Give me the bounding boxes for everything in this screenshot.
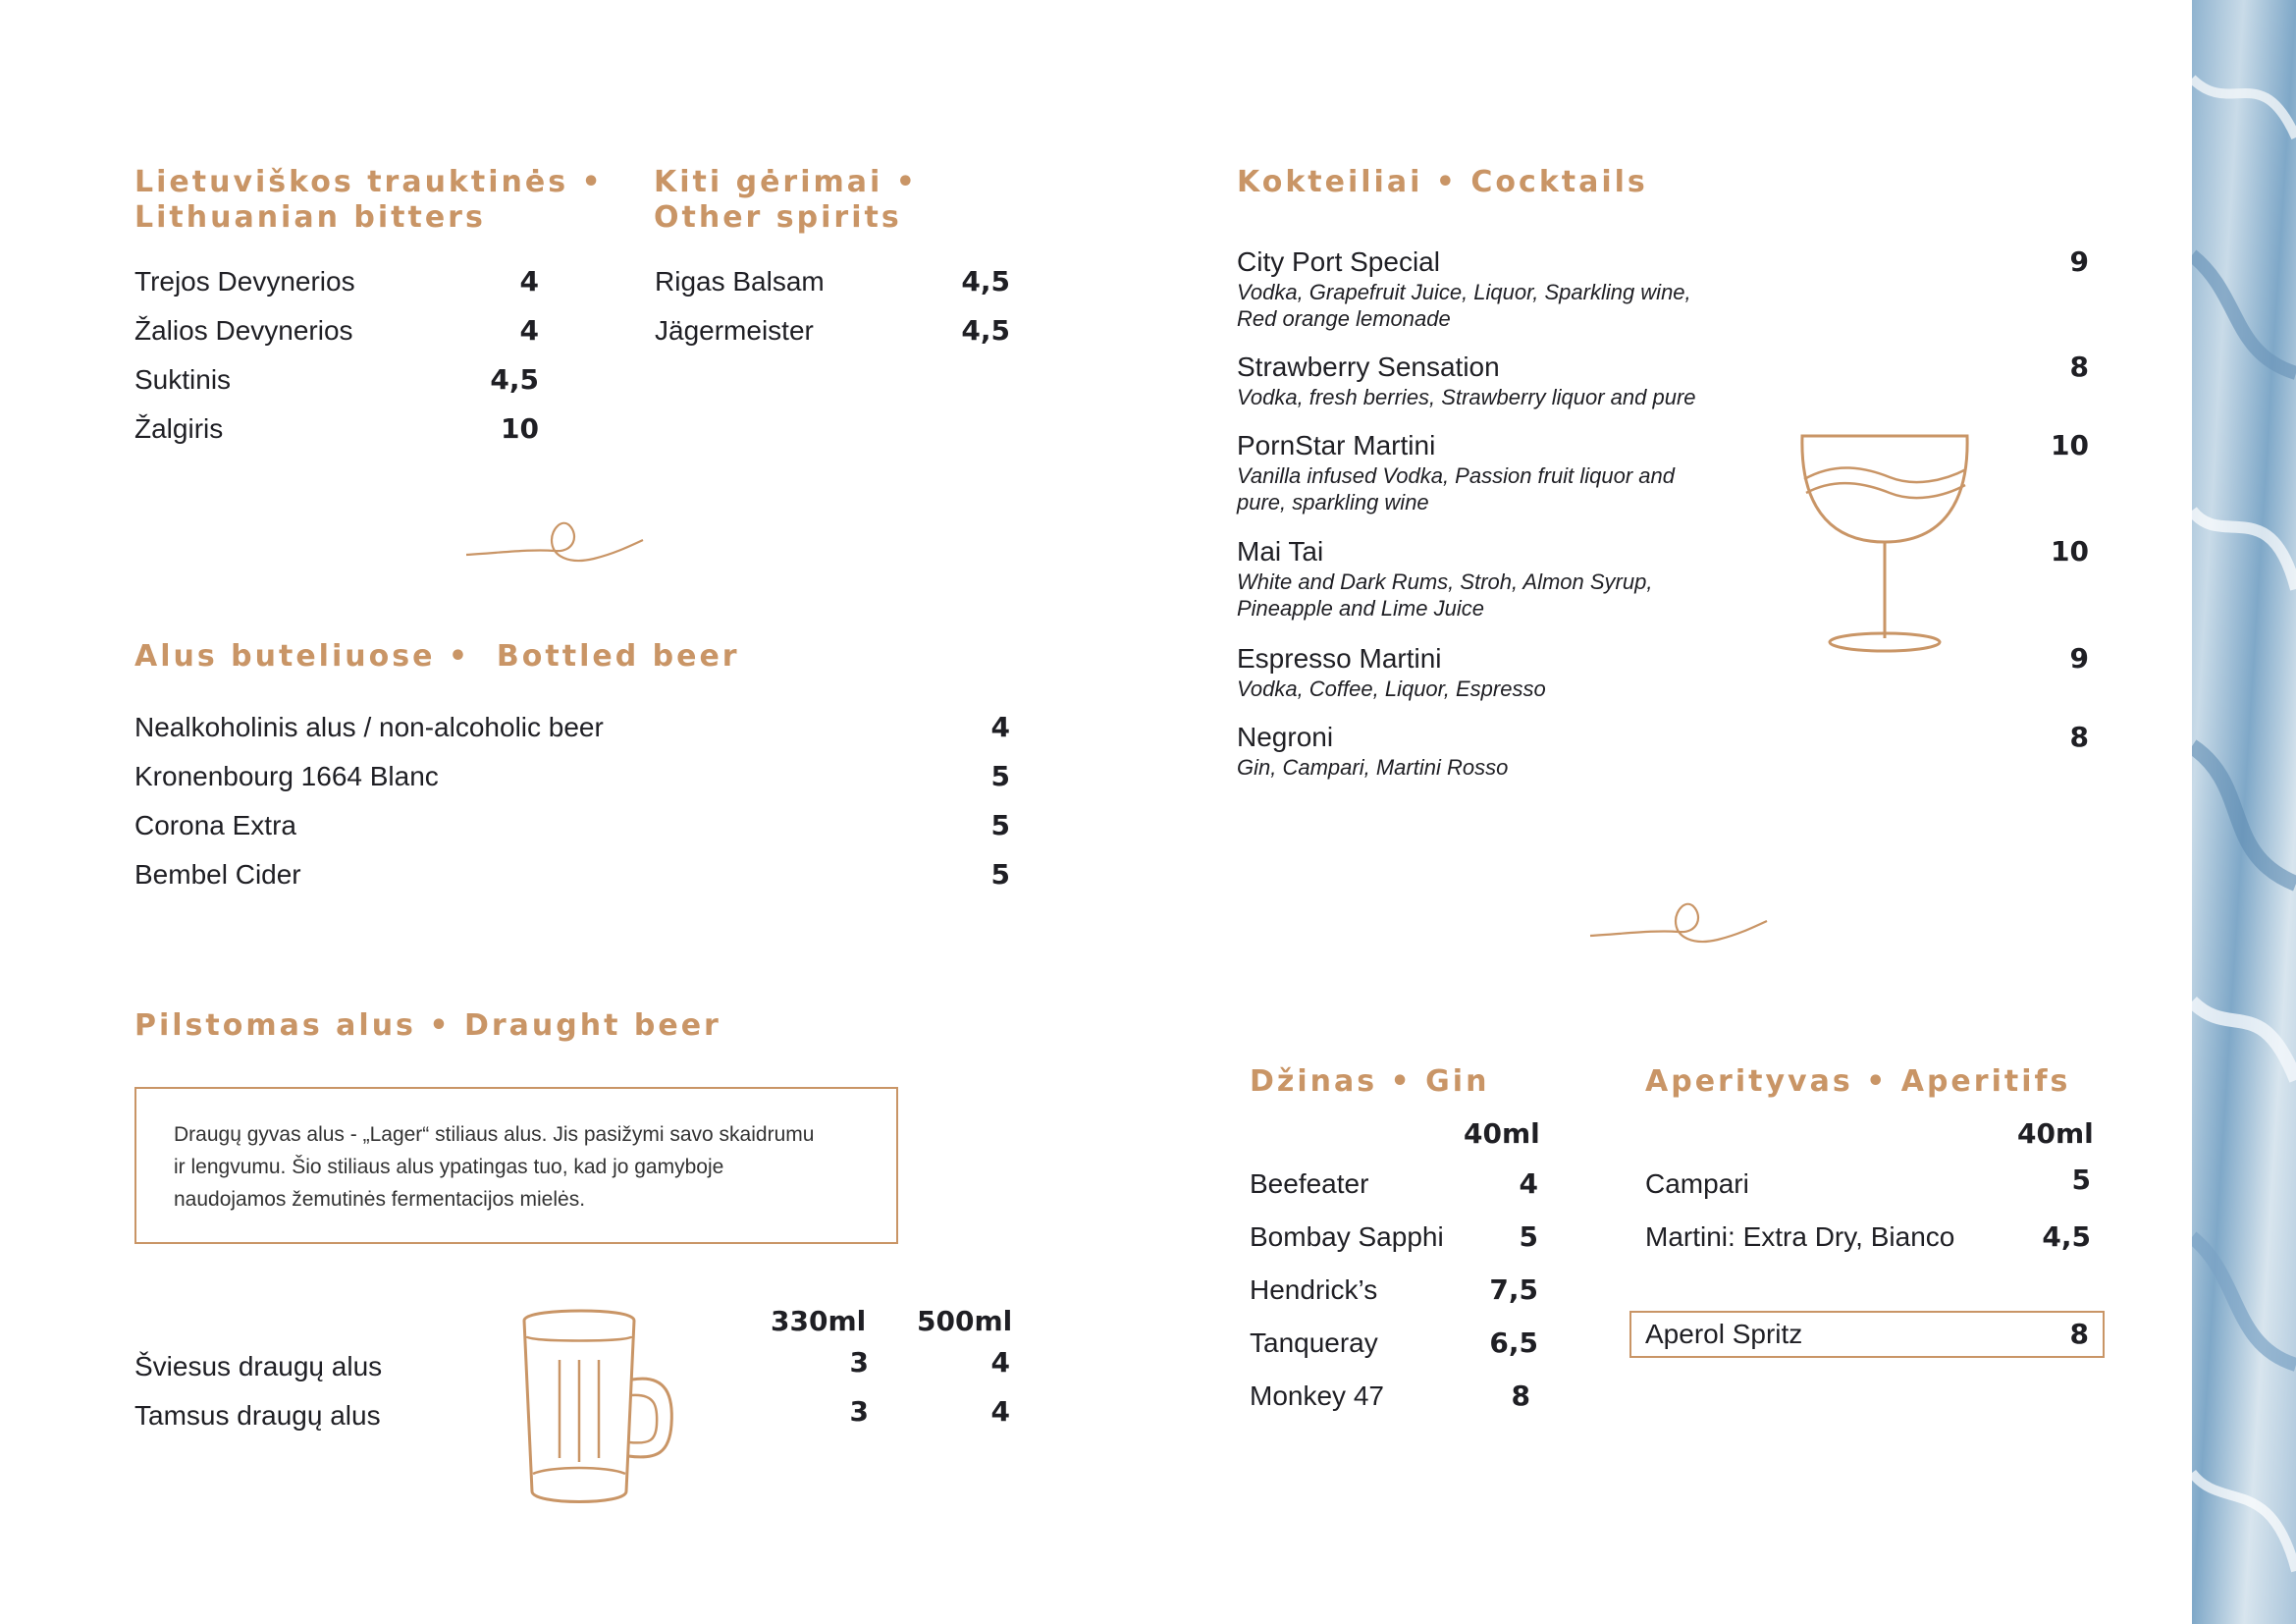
aperitifs-heading: Aperityvas • Aperitifs bbox=[1645, 1064, 2071, 1099]
list-item bbox=[134, 360, 539, 400]
item-price: 4,5 bbox=[961, 265, 1010, 298]
list-item bbox=[1250, 1164, 1538, 1204]
item-price: 8 bbox=[2069, 1318, 2089, 1350]
marble-edge bbox=[2192, 0, 2296, 1624]
list-item bbox=[1645, 1164, 2091, 1204]
list-item bbox=[134, 806, 1010, 845]
list-item bbox=[1250, 1324, 1538, 1363]
item-name: Martini: Extra Dry, Bianco bbox=[1645, 1221, 1955, 1252]
item-name: Corona Extra bbox=[134, 810, 296, 840]
price-330ml: 3 bbox=[849, 1346, 869, 1379]
item-name: Bembel Cider bbox=[134, 859, 301, 890]
cocktail-price: 8 bbox=[2069, 351, 2089, 383]
item-name: Campari bbox=[1645, 1168, 1749, 1199]
table-row bbox=[134, 1345, 1010, 1384]
item-name: Šviesus draugų alus bbox=[134, 1351, 383, 1381]
list-item bbox=[134, 708, 1010, 747]
cocktails-heading: Kokteiliai • Cocktails bbox=[1237, 165, 1648, 199]
item-name: Aperol Spritz bbox=[1645, 1319, 1803, 1349]
item-price: 5 bbox=[2071, 1164, 2091, 1196]
bitters-heading-line1: Lietuviškos trauktinės • bbox=[134, 165, 604, 199]
item-price: 4,5 bbox=[2042, 1220, 2091, 1253]
item-price: 4 bbox=[990, 711, 1010, 743]
cocktail-item bbox=[1237, 245, 2089, 332]
cocktail-desc: Vodka, fresh berries, Strawberry liquor and pure bbox=[1237, 385, 1696, 409]
note-line: ir lengvumu. Šio stiliaus alus ypatingas tuo, kad jo gamyboje bbox=[174, 1156, 724, 1178]
cocktail-item bbox=[1237, 721, 2089, 781]
list-item bbox=[134, 757, 1010, 796]
aperitifs-unit: 40ml bbox=[2017, 1117, 2094, 1150]
list-item bbox=[134, 311, 539, 351]
item-name: Žalgiris bbox=[134, 413, 224, 444]
item-name: Kronenbourg 1664 Blanc bbox=[134, 761, 439, 791]
item-price: 5 bbox=[1519, 1220, 1538, 1253]
size-500ml: 500ml bbox=[917, 1305, 1013, 1337]
cocktail-price: 10 bbox=[2051, 535, 2089, 568]
item-name: Tamsus draugų alus bbox=[134, 1400, 381, 1431]
list-item bbox=[134, 855, 1010, 894]
draught-note bbox=[134, 1087, 898, 1244]
item-name: Jägermeister bbox=[655, 315, 814, 346]
item-name: Nealkoholinis alus / non-alcoholic beer bbox=[134, 712, 604, 742]
price-500ml: 4 bbox=[990, 1395, 1010, 1428]
item-name: Žalios Devynerios bbox=[134, 315, 353, 346]
bitters-heading bbox=[134, 165, 604, 236]
item-price: 7,5 bbox=[1489, 1273, 1538, 1306]
draught-heading: Pilstomas alus • Draught beer bbox=[134, 1008, 721, 1043]
gin-unit: 40ml bbox=[1464, 1117, 1540, 1150]
item-name: Suktinis bbox=[134, 364, 232, 395]
cocktail-desc: Vodka, Coffee, Liquor, Espresso bbox=[1237, 677, 1546, 701]
list-item bbox=[134, 262, 539, 301]
item-price: 5 bbox=[990, 809, 1010, 841]
gin-heading: Džinas • Gin bbox=[1250, 1064, 1490, 1099]
list-item bbox=[655, 311, 1010, 351]
item-price: 5 bbox=[990, 858, 1010, 891]
item-price: 4 bbox=[1519, 1167, 1538, 1200]
cocktail-desc: Gin, Campari, Martini Rosso bbox=[1237, 755, 1509, 780]
item-name: Bombay Sapphi bbox=[1250, 1221, 1444, 1252]
item-price: 4 bbox=[519, 265, 539, 298]
item-price: 8 bbox=[1511, 1380, 1530, 1412]
list-item bbox=[655, 262, 1010, 301]
cocktail-desc: White and Dark Rums, Stroh, Almon Syrup, Pineapple and Lime Juice bbox=[1237, 569, 1653, 621]
cocktail-name: Mai Tai bbox=[1237, 536, 1324, 567]
cocktail-item bbox=[1237, 351, 2089, 410]
cocktail-desc: Vodka, Grapefruit Juice, Liquor, Sparkling wine, Red orange lemonade bbox=[1237, 280, 1691, 331]
item-name: Beefeater bbox=[1250, 1168, 1369, 1199]
spirits-heading-line2: Other spirits bbox=[654, 200, 902, 235]
list-item bbox=[1250, 1218, 1538, 1257]
cocktail-name: Negroni bbox=[1237, 722, 1334, 752]
item-price: 4,5 bbox=[961, 314, 1010, 347]
flourish-icon bbox=[1585, 896, 1772, 955]
bottled-heading: Alus buteliuose • Bottled beer bbox=[134, 639, 740, 674]
cocktail-price: 9 bbox=[2069, 642, 2089, 675]
aperol-highlight-box bbox=[1629, 1311, 2105, 1358]
cocktail-price: 8 bbox=[2069, 721, 2089, 753]
cocktail-name: Strawberry Sensation bbox=[1237, 352, 1500, 382]
cocktail-name: City Port Special bbox=[1237, 246, 1440, 277]
price-500ml: 4 bbox=[990, 1346, 1010, 1379]
list-item bbox=[1645, 1218, 2091, 1257]
item-name: Hendrick’s bbox=[1250, 1274, 1378, 1305]
note-line: Draugų gyvas alus - „Lager“ stiliaus alus. Jis pasižymi savo skaidrumu bbox=[174, 1123, 815, 1146]
spirits-heading bbox=[654, 165, 918, 236]
cocktail-desc: Vanilla infused Vodka, Passion fruit liquor and pure, sparkling wine bbox=[1237, 463, 1675, 514]
item-price: 4,5 bbox=[490, 363, 539, 396]
cocktail-price: 9 bbox=[2069, 245, 2089, 278]
item-price: 6,5 bbox=[1489, 1326, 1538, 1359]
cocktail-glass-icon bbox=[1796, 432, 1973, 660]
cocktail-price: 10 bbox=[2051, 429, 2089, 461]
list-item bbox=[1250, 1271, 1538, 1310]
bitters-heading-line2: Lithuanian bitters bbox=[134, 200, 486, 235]
list-item bbox=[1250, 1377, 1530, 1416]
table-row bbox=[134, 1394, 1010, 1434]
size-330ml: 330ml bbox=[771, 1305, 867, 1337]
item-name: Monkey 47 bbox=[1250, 1380, 1384, 1411]
price-330ml: 3 bbox=[849, 1395, 869, 1428]
item-name: Trejos Devynerios bbox=[134, 266, 355, 297]
list-item bbox=[1645, 1315, 2089, 1354]
list-item bbox=[134, 409, 539, 449]
item-name: Rigas Balsam bbox=[655, 266, 825, 297]
item-price: 10 bbox=[501, 412, 539, 445]
spirits-heading-line1: Kiti gėrimai • bbox=[654, 165, 918, 199]
item-name: Tanqueray bbox=[1250, 1327, 1378, 1358]
item-price: 4 bbox=[519, 314, 539, 347]
item-price: 5 bbox=[990, 760, 1010, 792]
cocktail-name: PornStar Martini bbox=[1237, 430, 1436, 460]
note-line: naudojamos žemutinės fermentacijos mielės. bbox=[174, 1188, 586, 1211]
flourish-icon bbox=[461, 515, 648, 574]
cocktail-name: Espresso Martini bbox=[1237, 643, 1442, 674]
